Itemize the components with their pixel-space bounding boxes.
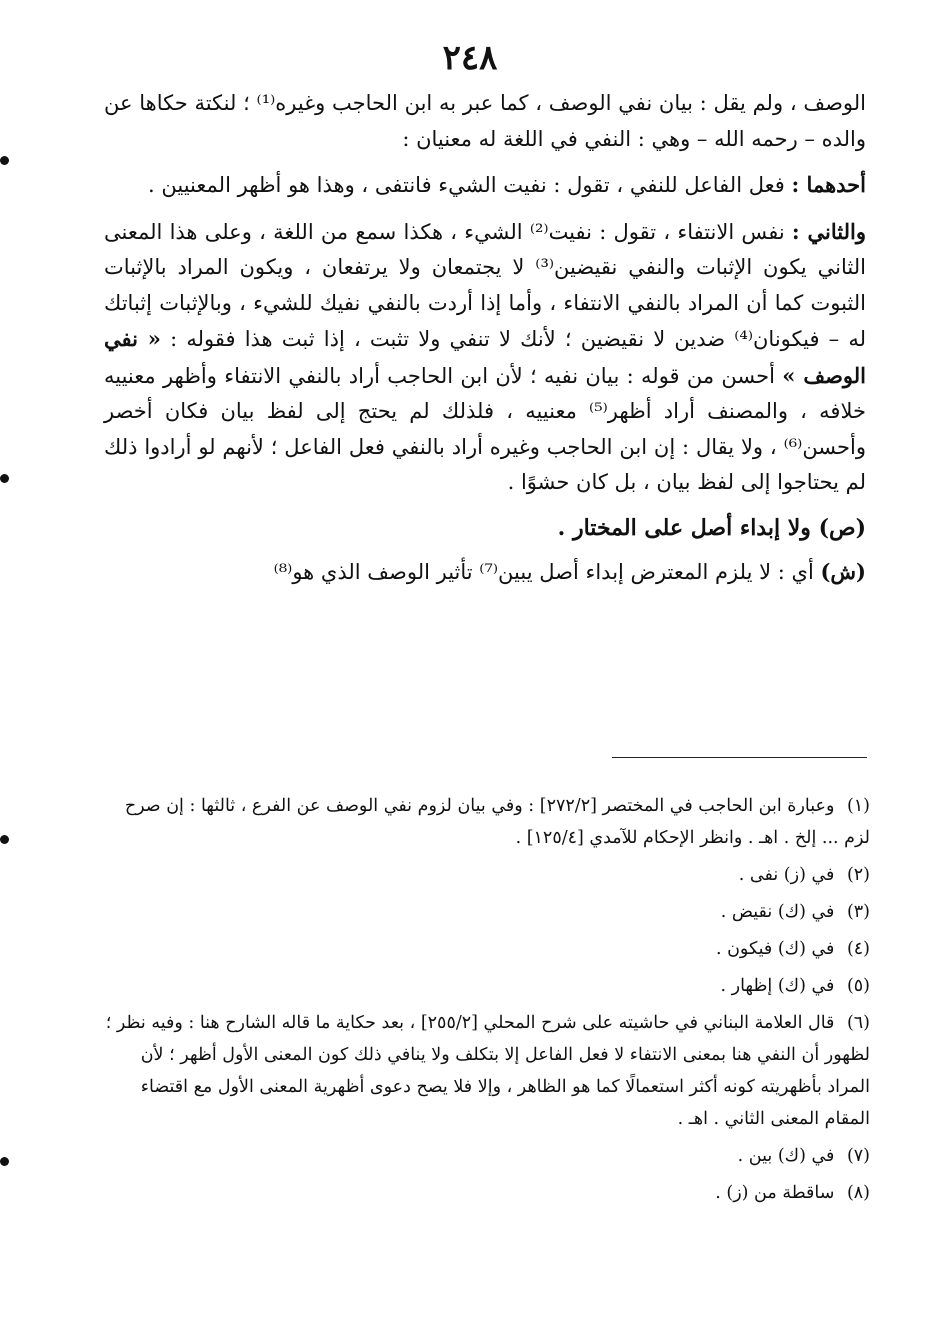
footnote-number: (١): [846, 796, 870, 816]
paragraph-3-lead: والثاني :: [791, 218, 866, 244]
footnote-number: (٥): [846, 976, 870, 996]
paragraph-3-text-a: نفس الانتفاء ، تقول : نفيت⁽²⁾ الشيء ، هكذا سمع من اللغة ، وعلى هذا المعنى الثاني يكون الإثبات والنفي نقيضين⁽³⁾ لا يجتمعان ولا يرتفعان ، ويكون المراد بالإثبات الثبوت كما أن المراد بالنفي الانتفاء ، وأما إذا أردت بالنفي نفيك للشيء ، وبالإثبات إثباتك له – فيكونان⁽⁴⁾ ضدين لا نقيضين ؛ لأنك لا تنفي ولا تثبت ، إذا ثبت هذا فقوله :: [104, 219, 866, 351]
sharh-line: [104, 554, 866, 591]
binding-hole-mark: [0, 156, 9, 165]
footnote-6: [104, 1007, 870, 1135]
paragraph-2-lead: أحدهما :: [791, 172, 866, 197]
binding-hole-mark: [0, 835, 9, 844]
footnote-divider: [612, 757, 867, 758]
paragraph-2-text: فعل الفاعل للنفي ، تقول : نفيت الشيء فانتفى ، وهذا هو أظهر المعنيين .: [148, 173, 785, 197]
footnote-number: (٧): [846, 1146, 870, 1166]
footnote-text: في (ك) بين .: [737, 1146, 835, 1166]
footnote-text: ساقطة من (ز) .: [715, 1183, 835, 1203]
footnote-text: في (ز) نفى .: [738, 865, 835, 885]
paragraph-3: [104, 214, 866, 501]
quoted-term: « نفي الوصف »: [104, 326, 866, 388]
footnote-1: [104, 790, 870, 854]
footnote-number: (٢): [846, 865, 870, 885]
footnote-8: [104, 1177, 870, 1209]
main-text: [104, 86, 866, 601]
paragraph-2: [104, 167, 866, 204]
footnote-number: (٨): [846, 1183, 870, 1203]
footnote-7: [104, 1140, 870, 1172]
footnote-text: وعبارة ابن الحاجب في المختصر [٢٧٢/٢] : وفي بيان لزوم نفي الوصف عن الفرع ، ثالثها : إن صرح لزم ... إلخ . اهـ . وانظر الإحكام للآمدي [١٢٥/٤] .: [124, 796, 870, 848]
footnote-number: (٦): [846, 1013, 870, 1033]
footnote-2: [104, 859, 870, 891]
footnote-5: [104, 970, 870, 1002]
page-number: ٢٤٨: [442, 38, 498, 78]
matn-line: (ص) ولا إبداء أصل على المختار .: [557, 514, 866, 541]
footnote-text: في (ك) فيكون .: [715, 939, 835, 959]
binding-hole-mark: [0, 1157, 9, 1166]
footnote-number: (٤): [846, 939, 870, 959]
binding-hole-mark: [0, 474, 9, 483]
sharh-text: أي : لا يلزم المعترض إبداء أصل يبين⁽⁷⁾ تأثير الوصف الذي هو⁽⁸⁾: [273, 560, 814, 584]
footnote-3: [104, 896, 870, 928]
paragraph-1: الوصف ، ولم يقل : بيان نفي الوصف ، كما عبر به ابن الحاجب وغيره⁽¹⁾ ؛ لنكتة حكاها عن والده – رحمه الله – وهي : النفي في اللغة له معنيان :: [104, 91, 866, 151]
footnote-text: في (ك) نقيض .: [720, 902, 835, 922]
footnote-text: في (ك) إظهار .: [720, 976, 835, 996]
footnote-text: قال العلامة البناني في حاشيته على شرح المحلي [٢٥٥/٢] ، بعد حكاية ما قاله الشارح هنا : وفيه نظر ؛ لظهور أن النفي هنا بمعنى الانتفاء لا فعل الفاعل إلا بتكلف ولا ينافي ذلك كون المعنى الأول أظهر ؛ لأن المراد بأظهريته كونه أكثر استعمالًا كما هو الظاهر ، وإلا فلا يصح دعوى أظهرية المعنى الأول مع اقتضاء المقام المعنى الثاني . اهـ .: [105, 1013, 870, 1129]
sharh-lead: (ش): [820, 559, 866, 584]
paragraph-3-text-b: أحسن من قوله : بيان نفيه ؛ لأن ابن الحاجب أراد بالنفي الانتفاء وأظهر معنييه خلافه ، والمصنف أراد أظهر⁽⁵⁾ معنييه ، فلذلك لم يحتج إلى لفظ بيان فكان أخصر وأحسن⁽⁶⁾ ، ولا يقال : إن ابن الحاجب وغيره أراد بالنفي فعل الفاعل ؛ لأنهم لو أرادوا ذلك لم يحتاجوا إلى لفظ بيان ، بل كان حشوًا .: [104, 363, 866, 494]
footnote-number: (٣): [846, 902, 870, 922]
footnotes: [104, 790, 870, 1214]
footnote-4: [104, 933, 870, 965]
